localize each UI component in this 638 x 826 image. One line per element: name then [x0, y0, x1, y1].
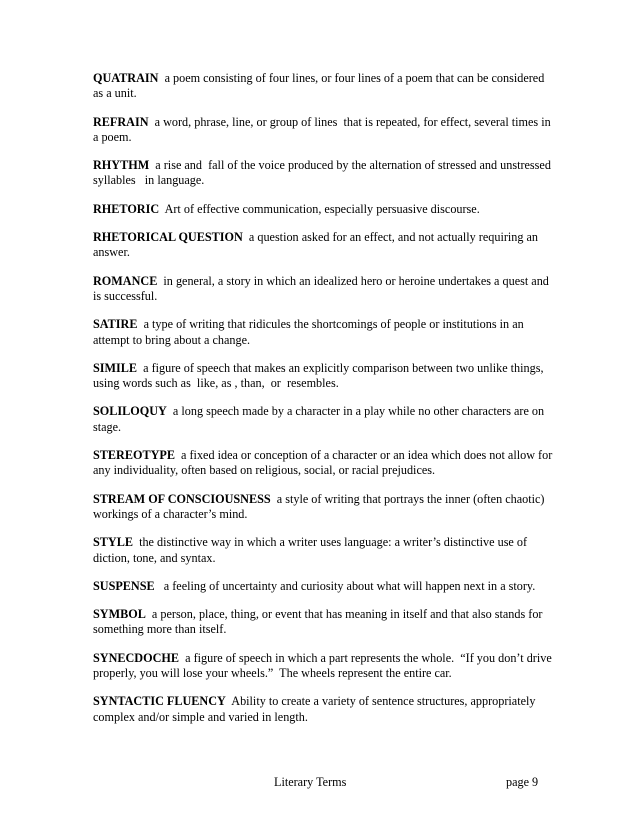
- glossary-entry-suspense: [93, 579, 553, 594]
- entry-term: ROMANCE: [93, 273, 158, 288]
- glossary-entry-style: [93, 535, 553, 566]
- glossary-entry-simile: [93, 361, 553, 392]
- page-number: page 9: [506, 775, 539, 789]
- entry-definition: a figure of speech that makes an explicitly comparison between two unlike things, using words such as like, as , than, or resembles.: [93, 360, 547, 391]
- entry-term: SYMBOL: [93, 607, 146, 622]
- entry-term: SATIRE: [93, 317, 138, 332]
- glossary-entry-syntactic-fluency: [93, 694, 553, 725]
- entry-term: RHETORIC: [93, 201, 160, 216]
- entry-definition: the distinctive way in which a writer uses language: a writer’s distinctive use of diction, tone, and syntax.: [93, 535, 531, 565]
- entry-definition: a person, place, thing, or event that has meaning in itself and that also stands for something more than itself.: [93, 607, 546, 637]
- entry-definition: Art of effective communication, especially persuasive discourse.: [159, 201, 480, 216]
- entry-definition: a fixed idea or conception of a character or an idea which does not allow for any individuality, often based on religious, social, or racial prejudices.: [93, 448, 556, 478]
- glossary-entry-stereotype: [93, 448, 556, 479]
- entry-definition: in general, a story in which an idealized hero or heroine undertakes a quest and is successful.: [93, 273, 552, 303]
- entry-definition: a long speech made by a character in a play while no other characters are on stage.: [93, 404, 548, 434]
- entry-definition: a feeling of uncertainty and curiosity about what will happen next in a story.: [154, 578, 536, 593]
- glossary-entry-romance: [93, 274, 553, 305]
- glossary-entries: [93, 71, 556, 725]
- entry-term: SYNTACTIC FLUENCY: [93, 694, 226, 709]
- entry-term: RHYTHM: [93, 158, 150, 173]
- glossary-entry-soliloquy: [93, 404, 553, 435]
- glossary-entry-refrain: [93, 115, 553, 146]
- glossary-entry-rhetorical-question: [93, 230, 553, 261]
- entry-term: REFRAIN: [93, 114, 149, 129]
- entry-definition: Ability to create a variety of sentence structures, appropriately complex and/or simple and varied in length.: [93, 694, 539, 724]
- glossary-entry-stream-of-consciousness: [93, 492, 553, 523]
- entry-term: QUATRAIN: [93, 71, 159, 85]
- entry-definition: a word, phrase, line, or group of lines that is repeated, for effect, several times in a poem.: [93, 114, 554, 144]
- entry-definition: a figure of speech in which a part represents the whole. “If you don’t drive properly, you will lose your wheels.” The wheels represent the entire car.: [93, 650, 555, 681]
- footer-title: Literary Terms: [274, 775, 347, 789]
- entry-term: SIMILE: [93, 360, 138, 375]
- entry-definition: a type of writing that ridicules the shortcomings of people or institutions in an attempt to bring about a change.: [93, 317, 527, 347]
- entry-definition: a rise and fall of the voice produced by the alternation of stressed and unstressed syllables in language.: [93, 158, 554, 188]
- entry-term: STREAM OF CONSCIOUSNESS: [93, 491, 271, 506]
- entry-term: SYNECDOCHE: [93, 650, 180, 665]
- glossary-entry-synecdoche: [93, 651, 553, 682]
- entry-definition: a style of writing that portrays the inner (often chaotic) workings of a character’s mind.: [93, 491, 548, 521]
- glossary-entry-quatrain: [93, 71, 553, 102]
- glossary-entry-rhetoric: [93, 202, 553, 217]
- glossary-entry-symbol: [93, 607, 553, 638]
- glossary-entry-satire: [93, 317, 553, 348]
- entry-term: STYLE: [93, 535, 133, 550]
- entry-term: RHETORICAL QUESTION: [93, 230, 243, 245]
- entry-term: SOLILOQUY: [93, 404, 167, 419]
- entry-definition: a poem consisting of four lines, or four lines of a poem that can be considered as a unit.: [93, 71, 548, 101]
- entry-term: STEREOTYPE: [93, 448, 175, 463]
- entry-term: SUSPENSE: [93, 578, 155, 593]
- entry-definition: a question asked for an effect, and not actually requiring an answer.: [93, 230, 542, 260]
- glossary-entry-rhythm: [93, 158, 553, 189]
